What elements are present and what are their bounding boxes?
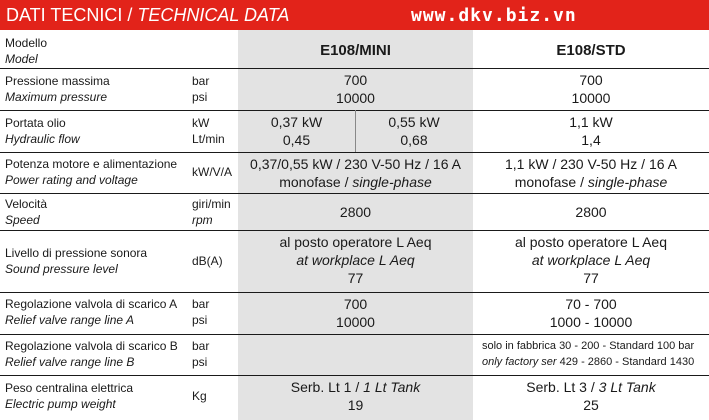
weight-mini-tank-en: 1 Lt Tank xyxy=(363,379,421,395)
relief-b-unit-psi: psi xyxy=(192,355,208,369)
row-divider xyxy=(0,152,709,153)
relief-a-std xyxy=(473,295,709,331)
sound-std xyxy=(473,233,709,287)
flow-label-en: Hydraulic flow xyxy=(5,132,80,146)
power-mini-rating: 0,37/0,55 kW / 230 V-50 Hz / 16 A xyxy=(250,156,461,172)
row-divider xyxy=(0,230,709,231)
flow-mini-a xyxy=(238,113,355,149)
sound-mini-value: 77 xyxy=(347,270,364,286)
pressure-label-it: Pressione massima xyxy=(5,74,110,88)
relief-b-std-psi-range: 429 - 2860 - Standard 1430 xyxy=(559,356,695,368)
weight-std-tank-en: 3 Lt Tank xyxy=(598,379,656,395)
row-divider xyxy=(0,193,709,194)
weight-std-tank-it: Serb. Lt 3 / xyxy=(526,379,599,395)
column-header-mini: E108/MINI xyxy=(320,42,391,59)
power-label-en: Power rating and voltage xyxy=(5,173,138,187)
flow-mini-a-kw: 0,37 kW xyxy=(270,114,323,130)
relief-a-unit-bar: bar xyxy=(192,297,210,311)
flow-mini-a-ltmin: 0,45 xyxy=(282,132,311,148)
flow-unit-kw: kW xyxy=(192,116,210,130)
flow-mini-b-kw: 0,55 kW xyxy=(388,114,440,130)
power-mini xyxy=(238,155,473,191)
pressure-units xyxy=(192,73,209,105)
power-std xyxy=(473,155,709,191)
sound-mini-it: al posto operatore L Aeq xyxy=(279,234,432,250)
power-mini-phase-en: single-phase xyxy=(352,174,432,190)
model-label-it: Modello xyxy=(5,36,48,50)
header-bar xyxy=(0,0,709,30)
sound-mini xyxy=(238,233,473,287)
power-label-it: Potenza motore e alimentazione xyxy=(5,157,178,171)
relief-b-std-factory-it: solo in fabbrica xyxy=(482,340,556,352)
relief-a-units xyxy=(192,296,209,328)
page-title xyxy=(6,5,289,26)
column-header-std: E108/STD xyxy=(556,42,626,59)
row-divider xyxy=(0,68,709,69)
power-std-phase xyxy=(473,173,709,191)
flow-std xyxy=(473,113,709,149)
speed-units xyxy=(192,196,231,228)
speed-label-it: Velocità xyxy=(5,197,48,211)
pressure-mini-psi: 10000 xyxy=(336,90,375,106)
speed-unit-girimin: giri/min xyxy=(192,197,231,211)
flow-label-it: Portata olio xyxy=(5,116,66,130)
power-label xyxy=(5,156,177,188)
weight-label-it: Peso centralina elettrica xyxy=(5,381,134,395)
speed-unit-rpm: rpm xyxy=(192,213,213,227)
weight-mini xyxy=(238,378,473,414)
relief-b-std-bar xyxy=(482,338,709,354)
weight-unit: Kg xyxy=(192,389,207,403)
relief-a-mini xyxy=(238,295,473,331)
relief-b-units xyxy=(192,338,209,370)
pressure-std xyxy=(473,71,709,107)
flow-units xyxy=(192,115,225,147)
flow-mini-b-ltmin: 0,68 xyxy=(400,132,428,148)
power-std-phase-en: single-phase xyxy=(587,174,668,190)
relief-b-std-psi xyxy=(482,354,709,370)
power-mini-phase xyxy=(238,173,473,191)
website-url[interactable]: www.dkv.biz.vn xyxy=(411,5,577,26)
row-divider xyxy=(0,375,709,376)
relief-a-mini-bar: 700 xyxy=(343,296,368,312)
speed-mini: 2800 xyxy=(339,204,372,220)
pressure-unit-psi: psi xyxy=(192,90,208,104)
relief-b-label xyxy=(5,338,178,370)
relief-a-label-it: Regolazione valvola di scarico A xyxy=(5,297,178,311)
relief-a-std-psi: 1000 - 10000 xyxy=(549,314,633,330)
relief-b-unit-bar: bar xyxy=(192,339,210,353)
weight-std-value: 25 xyxy=(583,397,599,413)
power-mini-phase-it: monofase / xyxy=(279,174,353,190)
relief-a-label-en: Relief valve range line A xyxy=(5,313,134,327)
power-std-phase-it: monofase / xyxy=(514,174,588,190)
sound-std-value: 77 xyxy=(583,270,599,286)
sound-label-en: Sound pressure level xyxy=(5,262,118,276)
flow-std-kw: 1,1 kW xyxy=(569,114,613,130)
speed-label xyxy=(5,196,47,228)
speed-std: 2800 xyxy=(575,204,607,220)
row-divider xyxy=(0,292,709,293)
relief-a-unit-psi: psi xyxy=(192,313,208,327)
sound-label xyxy=(5,245,147,277)
pressure-mini-bar: 700 xyxy=(343,72,368,88)
title-english: TECHNICAL DATA xyxy=(137,5,290,25)
pressure-std-bar: 700 xyxy=(579,72,603,88)
pressure-unit-bar: bar xyxy=(192,74,210,88)
relief-b-label-it: Regolazione valvola di scarico B xyxy=(5,339,178,353)
sound-mini-en: at workplace L Aeq xyxy=(296,252,415,268)
relief-b-std-bar-range: 30 - 200 - Standard 100 bar xyxy=(559,340,695,352)
relief-b-std-factory-en: only factory ser xyxy=(482,356,557,368)
pressure-mini xyxy=(238,71,473,107)
weight-mini-value: 19 xyxy=(347,397,364,413)
model-label-en: Model xyxy=(5,52,38,66)
row-divider xyxy=(0,334,709,335)
sound-std-en: at workplace L Aeq xyxy=(531,252,651,268)
sound-label-it: Livello di pressione sonora xyxy=(5,246,148,260)
relief-b-label-en: Relief valve range line B xyxy=(5,355,135,369)
power-std-rating: 1,1 kW / 230 V-50 Hz / 16 A xyxy=(505,156,677,172)
pressure-std-psi: 10000 xyxy=(571,90,611,106)
pressure-label-en: Maximum pressure xyxy=(5,90,108,104)
sound-unit: dB(A) xyxy=(192,254,223,268)
weight-std-tank xyxy=(473,378,709,396)
weight-mini-tank xyxy=(238,378,473,396)
weight-label-en: Electric pump weight xyxy=(5,397,116,411)
flow-unit-ltmin: Lt/min xyxy=(192,132,225,146)
sound-std-it: al posto operatore L Aeq xyxy=(514,234,668,250)
relief-a-mini-psi: 10000 xyxy=(336,314,375,330)
flow-std-ltmin: 1,4 xyxy=(581,132,601,148)
relief-a-label xyxy=(5,296,177,328)
relief-a-std-bar: 70 - 700 xyxy=(565,296,617,312)
speed-label-en: Speed xyxy=(5,213,40,227)
weight-label xyxy=(5,380,133,412)
power-unit: kW/V/A xyxy=(192,165,233,179)
weight-mini-tank-it: Serb. Lt 1 / xyxy=(290,379,364,395)
model-label xyxy=(5,35,47,67)
flow-mini-b xyxy=(355,113,473,149)
title-italian: DATI TECNICI / xyxy=(6,5,133,25)
weight-std xyxy=(473,378,709,414)
flow-label xyxy=(5,115,80,147)
relief-b-std xyxy=(482,338,709,370)
pressure-label xyxy=(5,73,110,105)
